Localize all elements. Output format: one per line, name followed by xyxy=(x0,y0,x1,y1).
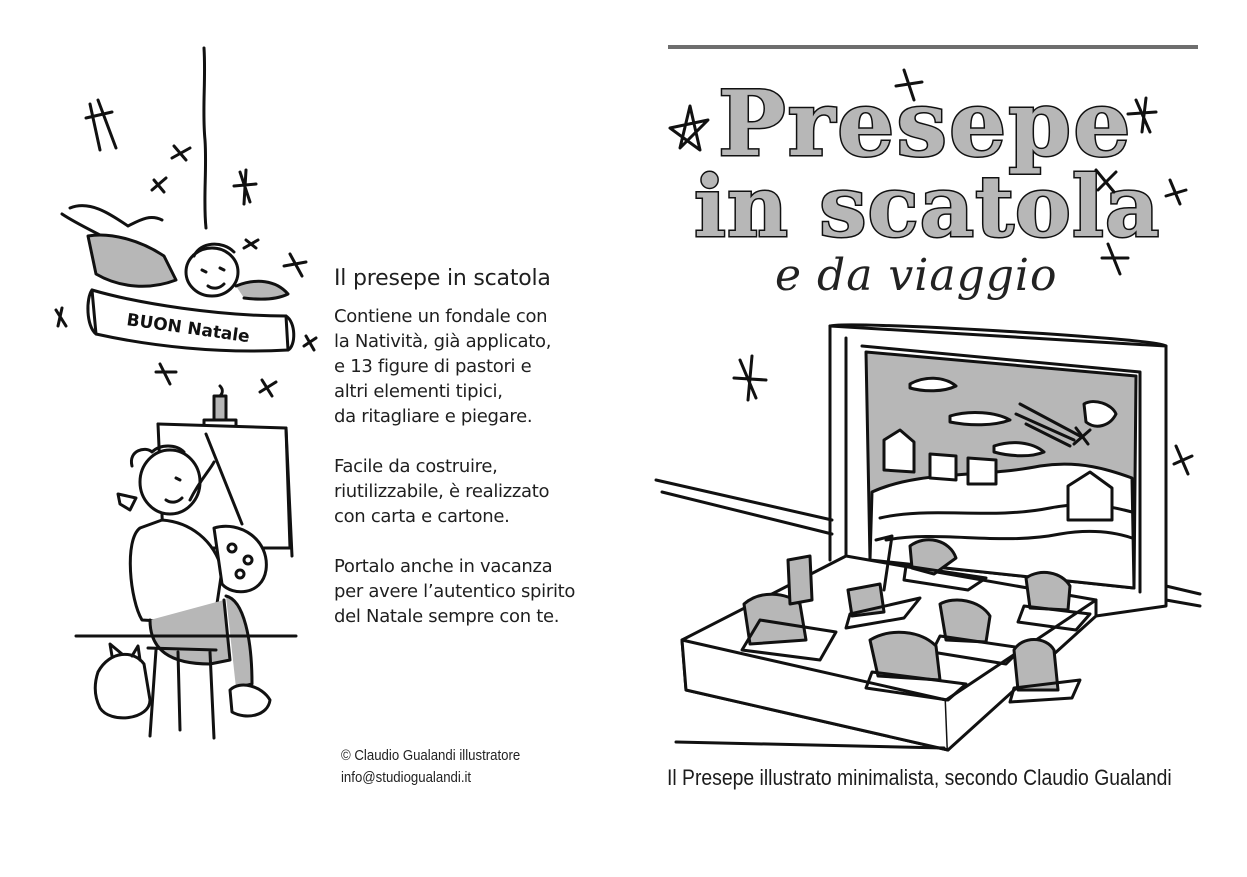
paragraph-line: Portalo anche in vacanza xyxy=(334,556,553,577)
paragraph-line: e 13 figure di pastori e xyxy=(334,356,532,377)
star-icon xyxy=(1166,180,1186,204)
paragraph-line: riutilizzabile, è realizzato xyxy=(334,481,550,502)
credit-name: © Claudio Gualandi illustratore xyxy=(341,747,521,764)
star-icon xyxy=(1128,98,1156,132)
paragraph-line: Contiene un fondale con xyxy=(334,306,548,327)
paragraph-line: per avere l’autentico spirito xyxy=(334,581,576,602)
cover-footer: Il Presepe illustrato minimalista, secondo Claudio Gualandi xyxy=(667,765,1172,790)
paragraph-line: con carta e cartone. xyxy=(334,506,510,527)
star-icon xyxy=(670,106,708,150)
star-icon xyxy=(734,356,766,400)
star-icon xyxy=(1102,244,1128,274)
paragraph-line: altri elementi tipici, xyxy=(334,381,503,402)
star-icon xyxy=(1174,446,1192,474)
info-title: Il presepe in scatola xyxy=(334,266,551,291)
title-line-2: in scatola xyxy=(694,157,1161,256)
credit-email: info@studiogualandi.it xyxy=(341,769,472,786)
figure-icon xyxy=(1010,640,1080,703)
paragraph-line: Facile da costruire, xyxy=(334,456,498,477)
title-line-1: Presepe xyxy=(718,71,1133,177)
paragraph-line: da ritagliare e piegare. xyxy=(334,406,533,427)
cover-subtitle: e da viaggio xyxy=(775,250,1058,301)
figure-icon xyxy=(788,556,812,604)
banner-text: BUON Natale xyxy=(125,310,251,348)
paragraph-line: la Natività, già applicato, xyxy=(334,331,552,352)
star-icon xyxy=(896,70,922,100)
star-icon xyxy=(1096,170,1116,192)
paragraph-line: del Natale sempre con te. xyxy=(334,606,560,627)
